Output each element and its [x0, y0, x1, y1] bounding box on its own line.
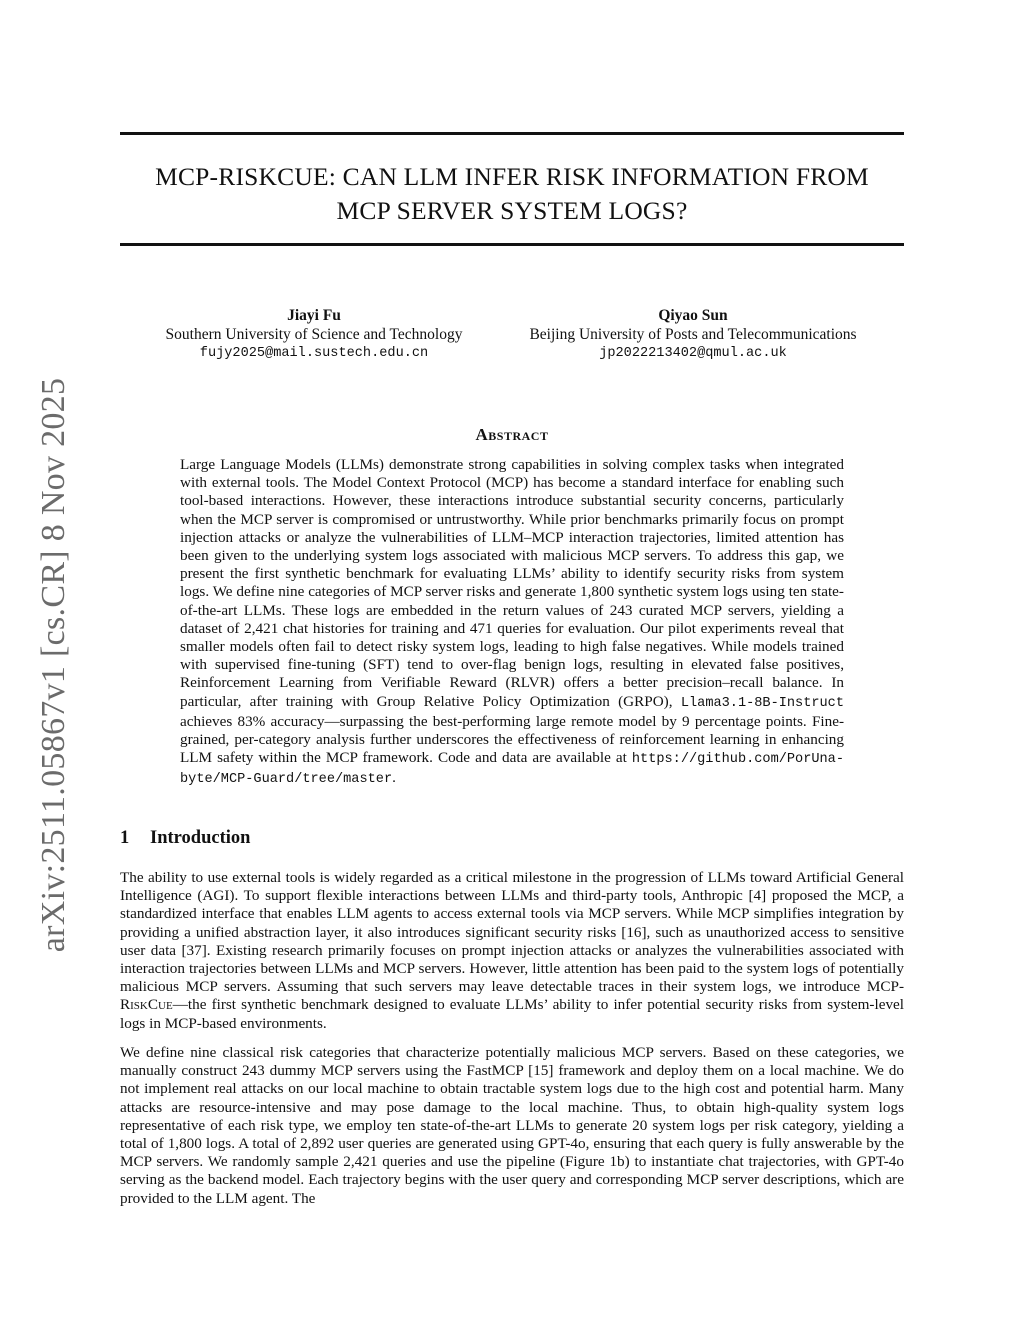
title-rule-top — [120, 132, 904, 135]
paper-title — [120, 160, 904, 228]
abstract-text: Large Language Models (LLMs) demonstrate strong capabilities in solving complex tasks when integrated with external tools. The Model Context Protocol (MCP) has become a standard interface for enabling such tool-based interactions. However, these interactions introduce substantial security concerns, particularly when the MCP server is compromised or untrustworthy. While prior benchmarks primarily focus on prompt injection attacks or analyze the vulnerabilities of LLM–MCP interaction trajectories, limited attention has been given to the underlying system logs associated with malicious MCP servers. To address this gap, we present the first synthetic benchmark for evaluating LLMs’ ability to identify security risks from system logs. We define nine categories of MCP server risks and generate 1,800 synthetic system logs using ten state-of-the-art LLMs. These logs are embedded in the return values of 243 curated MCP servers, yielding a dataset of 2,421 chat histories for training and 471 queries for evaluation. Our pilot experiments reveal that smaller models often fail to detect risky system logs, leading to high false negatives. While models trained with supervised fine-tuning (SFT) tend to over-flag benign logs, resulting in elevated false positives, Reinforcement Learning from Verifiable Reward (RLVR) offers a better precision–recall balance. In particular, after training with Group Relative Policy Optimization (GRPO), Llama3.1-8B-Instruct achieves 83% accuracy—surpassing the best-performing large remote model by 9 percentage points. Fine-grained, per-category analysis further underscores the effectiveness of reinforcement learning in enhancing LLM safety within the MCP framework. Code and data are available at https://github.com/PorUna-byte/MCP-Guard/tree/master. — [180, 456, 844, 788]
code-url-link[interactable]: https://github.com/PorUna-byte/MCP-Guard/tree/master — [180, 752, 844, 788]
section-title: Introduction — [150, 828, 251, 848]
author-affiliation: Beijing University of Posts and Telecommunications — [529, 326, 857, 343]
title-line-2: MCP SERVER SYSTEM LOGS? — [336, 196, 688, 225]
author-name: Jiayi Fu — [287, 307, 341, 324]
author-affiliation: Southern University of Science and Technology — [165, 326, 463, 343]
intro-paragraph-1: The ability to use external tools is widely regarded as a critical milestone in the progression of LLMs toward Artificial General Intelligence (AGI). To support flexible interactions between LLMs and third-party tools, Anthropic [4] proposed the MCP, a standardized interface that enables LLM agents to access external tools via MCP servers. While MCP simplifies integration by providing a unified abstraction layer, it also introduces significant security risks [16], such as unauthorized access to sensitive user data [37]. Existing research primarily focuses on prompt injection attacks or analyzes the vulnerabilities associated with interaction trajectories between LLMs and MCP servers. However, little attention has been paid to the system logs of potentially malicious MCP servers. Assuming that such servers may leave detectable traces in their system logs, we introduce MCP-RiskCue—the first synthetic benchmark designed to evaluate LLMs’ ability to infer potential security risks from system-level logs in MCP-based environments. — [120, 869, 904, 1032]
title-line-1: MCP-RISKCUE: CAN LLM INFER RISK INFORMATION FROM — [155, 162, 869, 191]
section-number: 1 — [120, 828, 130, 848]
author-block-1 — [140, 306, 488, 363]
arxiv-identifier: arXiv:2511.05867v1 [cs.CR] 8 Nov 2025 — [35, 377, 72, 953]
model-name: Llama3.1-8B-Instruct — [680, 695, 844, 711]
author-block-2 — [508, 306, 878, 363]
author-name: Qiyao Sun — [658, 307, 728, 324]
title-rule-bottom — [120, 243, 904, 246]
author-email[interactable]: fujy2025@mail.sustech.edu.cn — [199, 346, 429, 361]
section-heading-introduction — [120, 828, 250, 849]
author-email[interactable]: jp2022213402@qmul.ac.uk — [599, 346, 787, 361]
intro-paragraph-2: We define nine classical risk categories that characterize potentially malicious MCP servers. Based on these categories, we manually construct 243 dummy MCP servers using the FastMCP [15] framework and deploy them on a local machine. We do not implement real attacks on our local machine to obtain tractable system logs due to the high cost and potential harm. Many attacks are resource-intensive and may pose damage to the local machine. Thus, to obtain high-quality system logs representative of each risk type, we employ ten state-of-the-art LLMs to generate 20 system logs per risk category, yielding a total of 1,800 logs. A total of 2,892 user queries are generated using GPT-4o, ensuring that each query is fully answerable by the MCP servers. We randomly sample 2,421 queries and use the pipeline (Figure 1b) to instantiate chat trajectories, with GPT-4o serving as the backend model. Each trajectory begins with the user query and corresponding MCP server descriptions, which are provided to the LLM agent. The — [120, 1044, 904, 1207]
abstract-heading: Abstract — [475, 425, 549, 444]
